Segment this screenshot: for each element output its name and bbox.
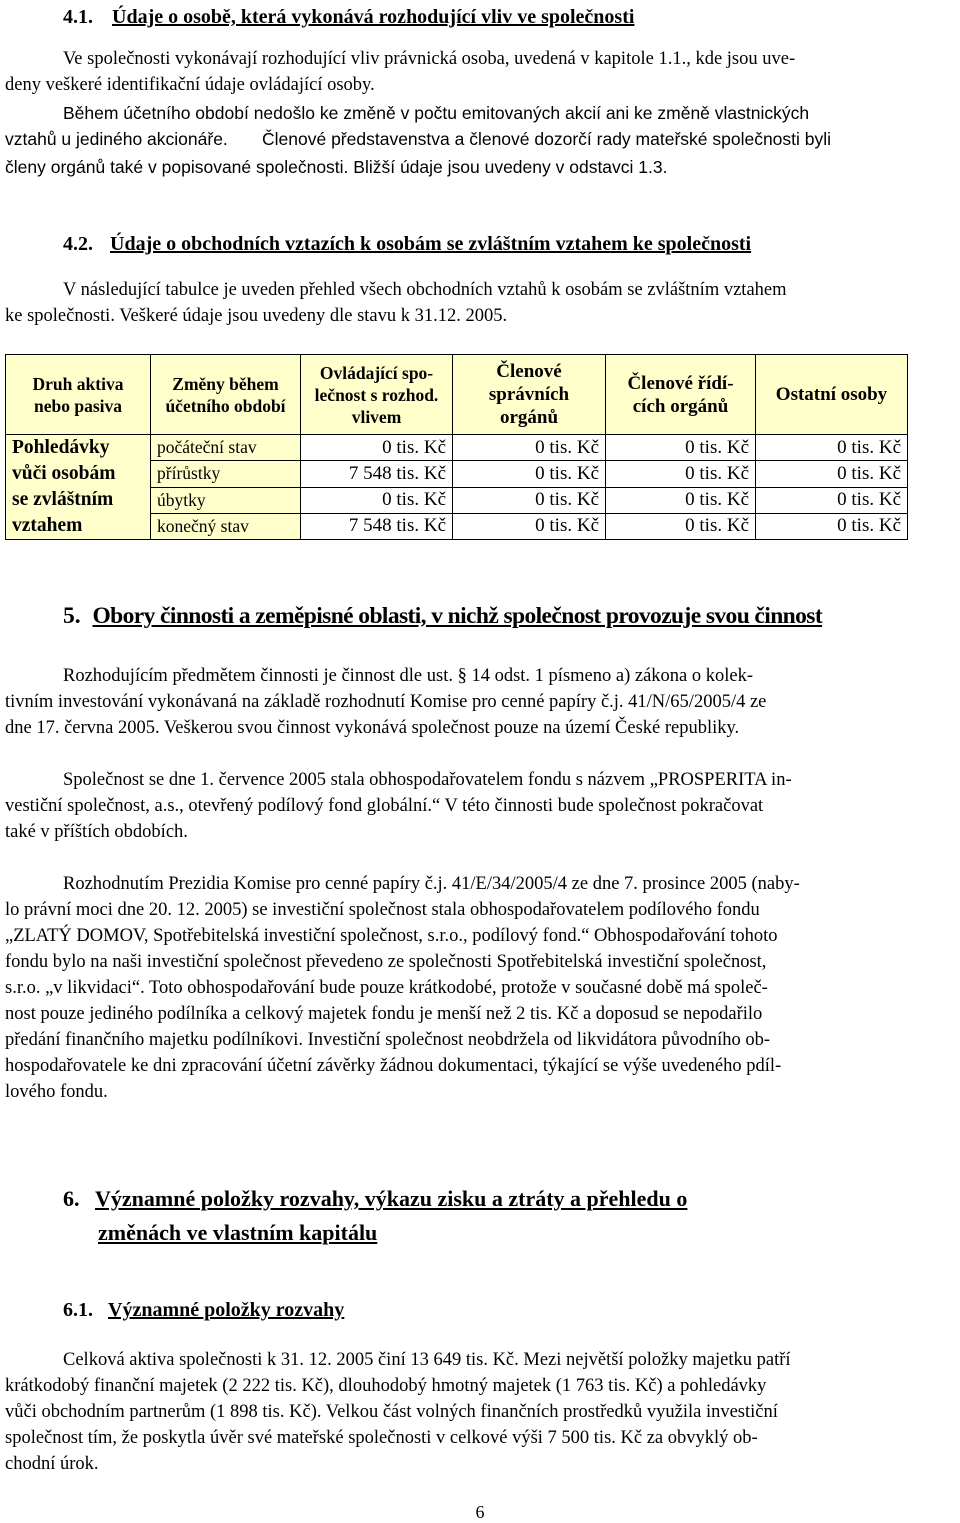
header-changes: Změny během účetního období [151,355,301,435]
row-label: přírůstky [151,461,301,487]
cell-value: 0 tis. Kč [606,435,756,461]
cell-value: 0 tis. Kč [606,461,756,487]
cell-value: 0 tis. Kč [301,435,453,461]
related-parties-table [5,354,908,540]
header-board-members: Členové správních orgánů [453,355,606,435]
cell-value: 7 548 tis. Kč [301,461,453,487]
heading-4-1-number: 4.1. [63,6,93,28]
heading-4-2-number: 4.2. [63,233,93,255]
cell-value: 0 tis. Kč [756,461,908,487]
heading-4-1 [63,6,634,29]
cell-value: 0 tis. Kč [756,487,908,513]
heading-6-title: Významné položky rozvahy, výkazu zisku a ztráty a přehledu o [95,1186,688,1211]
cell-value: 0 tis. Kč [453,461,606,487]
heading-6-1-title: Významné položky rozvahy [108,1299,345,1321]
heading-4-2-title: Údaje o obchodních vztazích k osobám se zvláštním vztahem ke společnosti [110,233,752,255]
row-label: počáteční stav [151,435,301,461]
paragraph-4-1-c-cont: členy orgánů také v popisované společnosti. Bližší údaje jsou uvedeny v odstavci 1.3. [5,157,668,177]
row-label: úbytky [151,487,301,513]
paragraph-5-a: Rozhodujícím předmětem činnosti je činnost dle ust. § 14 odst. 1 písmeno a) zákona o kolek- tivním investování vykonávaná na základě rozhodnutí Komise pro cenné papíry č.j. 41/N/65/2005/4 ze dne 17. června 2005. Veškerou svou činnost vykonává společnost pouze na území České republiky. [5,666,767,738]
paragraph-4-1-b: Během účetního období nedošlo ke změně v počtu emitovaných akcií ani ke změně vlastnických [63,103,810,123]
paragraph-4-1-b-cont: vztahů u jediného akcionáře. [5,129,228,149]
table-header-row [6,355,908,435]
header-asset-type: Druh aktiva nebo pasiva [6,355,151,435]
heading-4-1-title: Údaje o osobě, která vykonává rozhodující vliv ve společnosti [112,6,635,28]
heading-6 [63,1182,687,1250]
table-row [6,435,908,461]
cell-value: 7 548 tis. Kč [301,513,453,539]
header-management-members: Členové řídí- cích orgánů [606,355,756,435]
heading-6-1 [63,1299,344,1322]
cell-value: 0 tis. Kč [756,435,908,461]
cell-value: 0 tis. Kč [453,513,606,539]
row-label: konečný stav [151,513,301,539]
page-number: 6 [475,1502,485,1522]
paragraph-6-1: Celková aktiva společnosti k 31. 12. 2005 činí 13 649 tis. Kč. Mezi největší položky majetku patří krátkodobý finanční majetek (2 222 tis. Kč), dlouhodobý hmotný majetek (1 763 tis. Kč) a pohledávky vůči obchodním partnerům (1 898 tis. Kč). Velkou část volných finančních prostředků využila investiční společnost tím, že poskytla úvěr své mateřské společnosti v celkové výši 7 500 tis. Kč za obvyklý ob- chodní úrok. [5,1350,791,1474]
paragraph-5-c: Rozhodnutím Prezidia Komise pro cenné papíry č.j. 41/E/34/2005/4 ze dne 7. prosince 2005 (naby- lo právní moci dne 20. 12. 2005) se investiční společnost stala obhospodařovatelem podílového fondu „ZLATÝ DOMOV, Spotřebitelská investiční společnost, s.r.o., podílový fond.“ Obhospodařování tohoto fondu bylo na naši investiční společnost převedeno ze společnosti Spotřebitelská investiční společnost, s.r.o. „v likvidaci“. Toto obhospodařování bude pouze krátkodobé, protože v současné době má společ- nost pouze jediného podílníka a celkový majetek fondu je menší než 2 tis. Kč a doposud se nepodařilo předání finančního majetku podílníkovi. Investiční společnost neobdržela od likvidátora původního ob- hospodařovatele ke dni zpracování účetní závěrky žádnou dokumentaci, týkající se výše uvedeného pdíl- lového fondu. [5,874,800,1102]
header-controlling-company: Ovládající spo- lečnost s rozhod. vlivem [301,355,453,435]
heading-4-2 [63,233,751,256]
cell-value: 0 tis. Kč [453,435,606,461]
row-header-receivables: Pohledávky vůči osobám se zvláštním vztahem [6,435,151,540]
cell-value: 0 tis. Kč [606,513,756,539]
cell-value: 0 tis. Kč [756,513,908,539]
paragraph-4-2-cont: ke společnosti. Veškeré údaje jsou uvedeny dle stavu k 31.12. 2005. [5,306,508,326]
paragraph-4-1-a-cont: deny veškeré identifikační údaje ovládající osoby. [5,75,375,95]
heading-5 [63,603,822,630]
cell-value: 0 tis. Kč [301,487,453,513]
paragraph-4-2: V následující tabulce je uveden přehled všech obchodních vztahů k osobám se zvláštním vztahem [63,280,787,300]
cell-value: 0 tis. Kč [453,487,606,513]
paragraph-4-1-c: Členové představenstva a členové dozorčí rady mateřské společnosti byli [262,129,832,149]
cell-value: 0 tis. Kč [606,487,756,513]
heading-5-title: Obory činnosti a zeměpisné oblasti, v nichž společnost provozuje svou činnost [92,603,823,629]
paragraph-4-1-a: Ve společnosti vykonávají rozhodující vliv právnická osoba, uvedená v kapitole 1.1., kde jsou uve- [63,49,796,69]
paragraph-5-b: Společnost se dne 1. července 2005 stala obhospodařovatelem fondu s názvem „PROSPERITA in- vestiční společnost, a.s., otevřený podílový fond globální.“ V této činnosti bude společnost pokračovat také v příštích obdobích. [5,770,792,842]
heading-5-number: 5. [63,603,81,629]
heading-6-title-cont: změnách ve vlastním kapitálu [98,1220,378,1245]
heading-6-number: 6. [63,1186,80,1211]
heading-6-1-number: 6.1. [63,1299,93,1321]
header-other-persons: Ostatní osoby [756,355,908,435]
